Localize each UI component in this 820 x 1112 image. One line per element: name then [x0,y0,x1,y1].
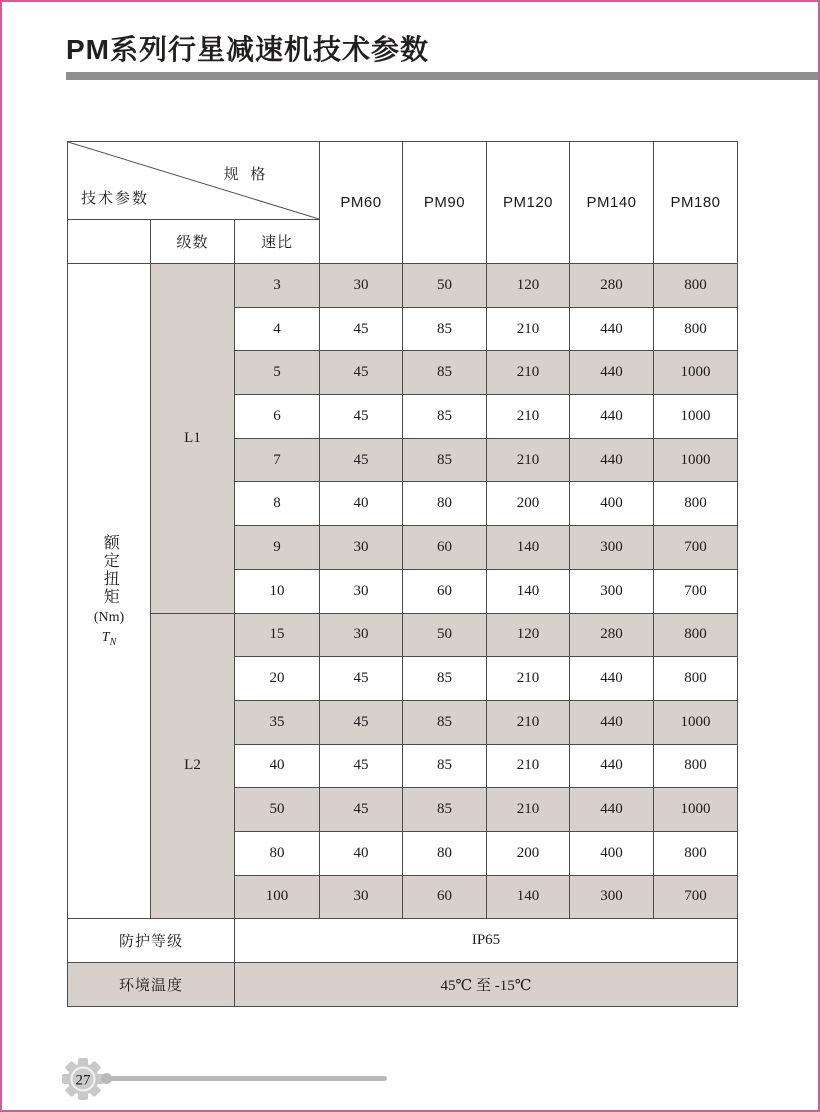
torque-value-cell: 210 [487,395,570,439]
ratio-cell: 5 [235,351,320,395]
torque-value-cell: 40 [320,482,403,526]
torque-value-cell: 40 [320,831,403,875]
torque-value-cell: 440 [570,744,654,788]
ratio-cell: 6 [235,395,320,439]
ratio-cell: 7 [235,438,320,482]
torque-value-cell: 30 [320,569,403,613]
ratio-cell: 15 [235,613,320,657]
torque-value-cell: 120 [487,264,570,308]
ratio-cell: 9 [235,526,320,570]
torque-value-cell: 30 [320,613,403,657]
torque-value-cell: 30 [320,264,403,308]
torque-value-cell: 440 [570,657,654,701]
torque-value-cell: 140 [487,875,570,919]
torque-value-cell: 120 [487,613,570,657]
temperature-label: 环境温度 [68,963,235,1007]
torque-value-cell: 280 [570,264,654,308]
torque-value-cell: 85 [403,744,487,788]
torque-value-cell: 50 [403,613,487,657]
title-underline-bar [66,72,820,80]
torque-value-cell: 85 [403,788,487,832]
stage-cell-l2: L2 [151,613,235,919]
torque-value-cell: 400 [570,831,654,875]
torque-value-cell: 800 [654,307,738,351]
ratio-cell: 100 [235,875,320,919]
torque-value-cell: 440 [570,700,654,744]
torque-value-cell: 800 [654,657,738,701]
ratio-cell: 3 [235,264,320,308]
table-row [68,264,738,308]
torque-value-cell: 85 [403,438,487,482]
column-header-pm140: PM140 [570,142,654,264]
ratio-cell: 35 [235,700,320,744]
torque-value-cell: 85 [403,395,487,439]
torque-value-cell: 1000 [654,700,738,744]
torque-value-cell: 440 [570,395,654,439]
protection-row [68,919,738,963]
temperature-value: 45℃ 至 -15℃ [235,963,738,1007]
ratio-cell: 80 [235,831,320,875]
protection-value: IP65 [235,919,738,963]
torque-value-cell: 200 [487,482,570,526]
footer-rule [109,1076,387,1081]
torque-value-cell: 800 [654,613,738,657]
torque-value-cell: 210 [487,307,570,351]
torque-label-vertical: 额定扭矩 [101,533,119,606]
stage-cell-l1: L1 [151,264,235,614]
torque-value-cell: 85 [403,700,487,744]
column-header-pm60: PM60 [320,142,403,264]
temperature-row [68,963,738,1007]
torque-value-cell: 45 [320,307,403,351]
column-header-pm180: PM180 [654,142,738,264]
torque-value-cell: 210 [487,657,570,701]
table-row [68,613,738,657]
torque-value-cell: 440 [570,307,654,351]
torque-value-cell: 60 [403,875,487,919]
ratio-cell: 40 [235,744,320,788]
torque-value-cell: 45 [320,657,403,701]
torque-value-cell: 700 [654,526,738,570]
torque-value-cell: 80 [403,831,487,875]
torque-value-cell: 800 [654,482,738,526]
torque-value-cell: 45 [320,395,403,439]
torque-value-cell: 440 [570,351,654,395]
torque-symbol: $T_N$ [101,630,117,648]
torque-value-cell: 210 [487,351,570,395]
torque-value-cell: 800 [654,744,738,788]
torque-value-cell: 280 [570,613,654,657]
torque-value-cell: 50 [403,264,487,308]
header-row-models [68,142,738,220]
torque-value-cell: 200 [487,831,570,875]
torque-value-cell: 440 [570,438,654,482]
torque-value-cell: 400 [570,482,654,526]
spec-header-label: 规 格 [223,167,270,183]
torque-value-cell: 1000 [654,438,738,482]
torque-value-cell: 300 [570,875,654,919]
torque-value-cell: 45 [320,788,403,832]
torque-value-cell: 210 [487,700,570,744]
torque-value-cell: 700 [654,569,738,613]
torque-value-cell: 60 [403,569,487,613]
ratio-cell: 50 [235,788,320,832]
torque-value-cell: 210 [487,438,570,482]
torque-value-cell: 45 [320,438,403,482]
torque-value-cell: 60 [403,526,487,570]
torque-value-cell: 300 [570,526,654,570]
torque-axis-cell [68,264,151,919]
torque-value-cell: 85 [403,657,487,701]
torque-value-cell: 85 [403,351,487,395]
torque-value-cell: 300 [570,569,654,613]
torque-value-cell: 440 [570,788,654,832]
torque-value-cell: 80 [403,482,487,526]
torque-value-cell: 85 [403,307,487,351]
torque-value-cell: 210 [487,788,570,832]
column-header-pm90: PM90 [403,142,487,264]
torque-value-cell: 140 [487,526,570,570]
torque-value-cell: 210 [487,744,570,788]
torque-value-cell: 1000 [654,788,738,832]
ratio-header-label: 速比 [235,220,320,264]
torque-value-cell: 30 [320,526,403,570]
ratio-cell: 8 [235,482,320,526]
torque-axis-label [68,534,150,648]
ratio-cell: 20 [235,657,320,701]
torque-value-cell: 1000 [654,351,738,395]
gear-icon [60,1056,106,1102]
torque-value-cell: 140 [487,569,570,613]
header-empty-cell [68,220,151,264]
torque-value-cell: 45 [320,351,403,395]
diagonal-header-cell [68,142,320,220]
stage-header-label: 级数 [151,220,235,264]
page-title: PM系列行星减速机技术参数 [66,34,430,65]
page-number: 27 [75,1072,91,1089]
ratio-cell: 10 [235,569,320,613]
torque-value-cell: 45 [320,700,403,744]
param-header-label: 技术参数 [81,191,150,207]
torque-value-cell: 30 [320,875,403,919]
torque-value-cell: 800 [654,264,738,308]
spec-table [67,141,738,1007]
column-header-pm120: PM120 [487,142,570,264]
ratio-cell: 4 [235,307,320,351]
torque-value-cell: 45 [320,744,403,788]
torque-unit: (Nm) [93,609,125,625]
torque-value-cell: 1000 [654,395,738,439]
torque-value-cell: 700 [654,875,738,919]
spec-table-body [68,142,738,1007]
torque-value-cell: 800 [654,831,738,875]
protection-label: 防护等级 [68,919,235,963]
